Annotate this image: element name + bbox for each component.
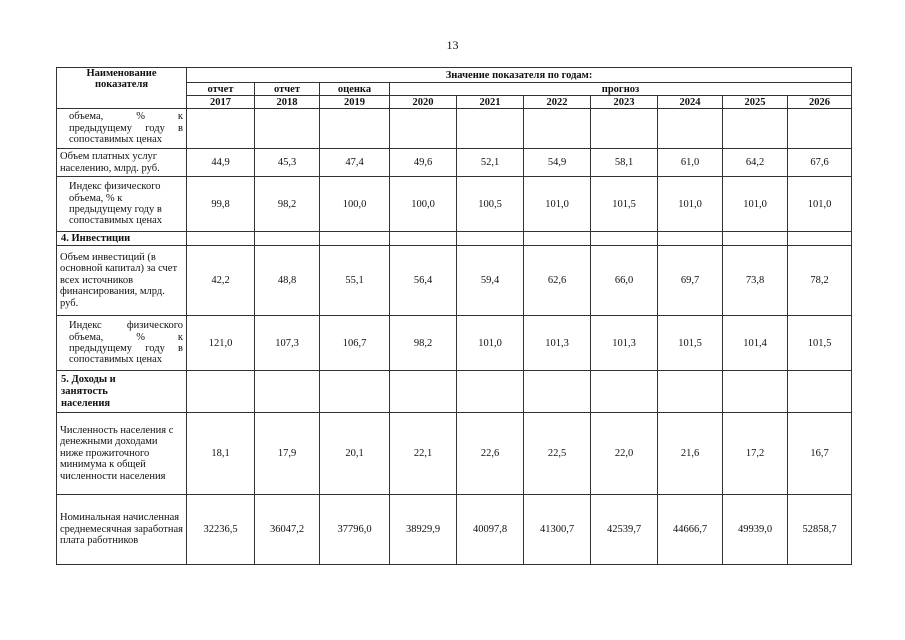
value-cell: 98,2 [390, 316, 457, 371]
year-header: 2022 [524, 96, 591, 109]
year-header: 2025 [723, 96, 788, 109]
table-header [57, 68, 852, 109]
value-cell [658, 232, 723, 246]
value-cell: 44666,7 [658, 495, 723, 565]
value-cell: 59,4 [457, 246, 524, 316]
forecast-header: прогноз [390, 83, 852, 96]
value-cell: 54,9 [524, 149, 591, 177]
year-header: 2023 [591, 96, 658, 109]
value-cell [390, 371, 457, 413]
value-cell [524, 232, 591, 246]
value-cell [788, 232, 852, 246]
section-heading: 4. Инвестиции [57, 232, 187, 246]
value-cell: 99,8 [187, 177, 255, 232]
value-cell: 69,7 [658, 246, 723, 316]
value-cell: 49,6 [390, 149, 457, 177]
value-cell: 73,8 [723, 246, 788, 316]
value-cell [788, 371, 852, 413]
value-cell: 101,5 [658, 316, 723, 371]
value-cell [320, 232, 390, 246]
value-cell [390, 232, 457, 246]
value-cell [255, 109, 320, 149]
table-row [57, 177, 852, 232]
value-cell [591, 109, 658, 149]
value-cell: 41300,7 [524, 495, 591, 565]
value-cell: 121,0 [187, 316, 255, 371]
estimate-header: оценка [320, 83, 390, 96]
value-cell: 20,1 [320, 413, 390, 495]
row-label: Объем инвестиций (в основной капитал) за счет всех источников финансирования, млрд. руб. [57, 246, 187, 316]
value-cell: 48,8 [255, 246, 320, 316]
table-row [57, 495, 852, 565]
year-header: 2024 [658, 96, 723, 109]
value-cell: 100,0 [390, 177, 457, 232]
value-cell: 106,7 [320, 316, 390, 371]
value-cell: 58,1 [591, 149, 658, 177]
value-cell: 52,1 [457, 149, 524, 177]
value-cell: 44,9 [187, 149, 255, 177]
report-header: отчет [255, 83, 320, 96]
value-cell: 101,4 [723, 316, 788, 371]
table-row [57, 109, 852, 149]
value-cell [591, 232, 658, 246]
value-cell [255, 371, 320, 413]
table-row [57, 149, 852, 177]
row-label: Номинальная начисленная среднемесячная заработная плата работников [57, 495, 187, 565]
row-label: Численность населения с денежными доходами ниже прожиточного минимума к общей численности населения [57, 413, 187, 495]
year-header: 2017 [187, 96, 255, 109]
value-cell: 36047,2 [255, 495, 320, 565]
value-cell: 61,0 [658, 149, 723, 177]
name-column-header: Наименование показателя [57, 68, 187, 109]
value-cell: 45,3 [255, 149, 320, 177]
value-cell: 100,0 [320, 177, 390, 232]
value-cell: 21,6 [658, 413, 723, 495]
section-heading: 5. Доходы и занятость населения [57, 371, 187, 413]
table-row [57, 246, 852, 316]
value-cell: 98,2 [255, 177, 320, 232]
value-cell: 22,0 [591, 413, 658, 495]
value-cell [723, 109, 788, 149]
value-cell [187, 371, 255, 413]
value-cell: 101,5 [591, 177, 658, 232]
row-label: Индекс физического объема, % к предыдущему году в сопоставимых ценах [57, 177, 187, 232]
year-header: 2021 [457, 96, 524, 109]
value-cell: 37796,0 [320, 495, 390, 565]
value-cell: 56,4 [390, 246, 457, 316]
value-cell [658, 109, 723, 149]
table-row [57, 413, 852, 495]
value-cell [723, 232, 788, 246]
value-cell: 22,6 [457, 413, 524, 495]
value-cell: 101,0 [788, 177, 852, 232]
value-cell: 101,0 [457, 316, 524, 371]
value-cell [187, 232, 255, 246]
value-cell: 40097,8 [457, 495, 524, 565]
value-cell [457, 371, 524, 413]
row-label: объема, % к предыдущему году в сопоставимых ценах [57, 109, 187, 149]
value-cell: 62,6 [524, 246, 591, 316]
value-cell: 101,0 [524, 177, 591, 232]
value-cell [788, 109, 852, 149]
value-cell [457, 232, 524, 246]
value-cell: 55,1 [320, 246, 390, 316]
value-cell [723, 371, 788, 413]
value-cell: 16,7 [788, 413, 852, 495]
report-header: отчет [187, 83, 255, 96]
value-cell: 100,5 [457, 177, 524, 232]
value-cell: 52858,7 [788, 495, 852, 565]
value-cell: 42539,7 [591, 495, 658, 565]
row-label: Индекс физического объема, % к предыдущему году в сопоставимых ценах [57, 316, 187, 371]
indicators-table [56, 67, 852, 565]
value-cell [591, 371, 658, 413]
value-cell: 101,0 [723, 177, 788, 232]
value-cell: 17,2 [723, 413, 788, 495]
value-cell: 49939,0 [723, 495, 788, 565]
value-cell [255, 232, 320, 246]
value-cell: 17,9 [255, 413, 320, 495]
value-cell [390, 109, 457, 149]
year-header: 2026 [788, 96, 852, 109]
value-cell: 64,2 [723, 149, 788, 177]
table-row [57, 232, 852, 246]
value-cell [457, 109, 524, 149]
value-cell: 22,1 [390, 413, 457, 495]
value-cell [187, 109, 255, 149]
value-cell: 67,6 [788, 149, 852, 177]
value-cell: 32236,5 [187, 495, 255, 565]
value-cell: 66,0 [591, 246, 658, 316]
value-cell: 101,0 [658, 177, 723, 232]
value-cell [320, 109, 390, 149]
value-cell [320, 371, 390, 413]
value-cell: 38929,9 [390, 495, 457, 565]
value-cell: 101,3 [591, 316, 658, 371]
year-header: 2020 [390, 96, 457, 109]
page-number: 13 [446, 38, 459, 52]
values-title-header: Значение показателя по годам: [187, 68, 852, 83]
row-label: Объем платных услуг населению, млрд. руб. [57, 149, 187, 177]
value-cell [524, 109, 591, 149]
year-header: 2018 [255, 96, 320, 109]
value-cell: 78,2 [788, 246, 852, 316]
table-row [57, 371, 852, 413]
value-cell: 22,5 [524, 413, 591, 495]
value-cell: 101,3 [524, 316, 591, 371]
year-header: 2019 [320, 96, 390, 109]
value-cell: 18,1 [187, 413, 255, 495]
value-cell: 47,4 [320, 149, 390, 177]
value-cell: 101,5 [788, 316, 852, 371]
table-row [57, 316, 852, 371]
value-cell: 107,3 [255, 316, 320, 371]
value-cell: 42,2 [187, 246, 255, 316]
value-cell [658, 371, 723, 413]
value-cell [524, 371, 591, 413]
